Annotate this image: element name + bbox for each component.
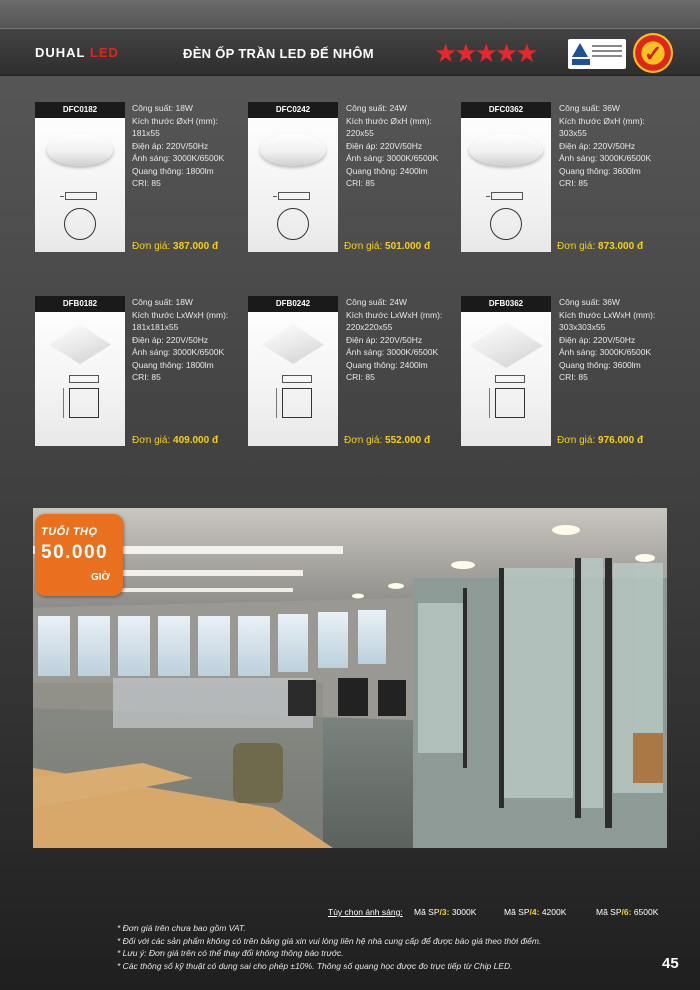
square-lamp-image xyxy=(49,324,111,364)
side-drawing-icon xyxy=(278,192,310,200)
top-view-circle-icon xyxy=(490,208,522,240)
round-lamp-image xyxy=(469,134,543,166)
footnotes xyxy=(117,922,541,972)
vietnam-quality-seal-icon xyxy=(633,33,673,73)
page-number: 45 xyxy=(662,955,679,972)
product-card-dfc0362 xyxy=(461,102,551,252)
top-view-circle-icon xyxy=(277,208,309,240)
badge-title: TUỔI THỌ xyxy=(41,526,98,538)
product-specs: Công suất: 36W Kích thước LxWxH (mm): 303x303x55 Điện áp: 220V/50Hz Ánh sáng: 3000K/6500K Quang thông: 3600lm CRI: 85 xyxy=(559,297,656,382)
product-code: DFB0242 xyxy=(248,296,338,312)
product-card-dfb0182 xyxy=(35,296,125,446)
badge-hours: 50.000 xyxy=(41,542,109,563)
side-drawing-icon xyxy=(65,192,97,200)
side-drawing-icon xyxy=(491,192,523,200)
square-lamp-image xyxy=(262,324,324,364)
logo-led-text: LED xyxy=(89,45,119,60)
product-price: Đơn giá: 552.000 đ xyxy=(344,435,431,446)
check-icon: ✓ xyxy=(644,41,663,66)
round-lamp-image xyxy=(260,134,326,166)
top-view-square-icon xyxy=(495,388,525,418)
lighting-option-6500k: Mã SP/6: 6500K xyxy=(596,907,659,917)
lighting-options-label: Tùy chọn ánh sáng: xyxy=(328,907,403,917)
footnote: * Đơn giá trên chưa bao gồm VAT. xyxy=(117,923,246,933)
product-code: DFB0362 xyxy=(461,296,551,312)
lighting-option-3000k: Mã SP/3: 3000K xyxy=(414,907,477,917)
product-card-dfb0362 xyxy=(461,296,551,446)
side-drawing-icon xyxy=(495,375,525,383)
product-price: Đơn giá: 387.000 đ xyxy=(132,241,219,252)
office-interior-photo xyxy=(33,508,667,848)
logo-brand-text: DUHAL xyxy=(35,45,86,60)
product-code: DFC0182 xyxy=(35,102,125,118)
header-bar xyxy=(0,28,700,76)
round-lamp-image xyxy=(47,134,113,166)
brand-logo xyxy=(35,45,119,60)
windows xyxy=(38,610,386,676)
product-price: Đơn giá: 409.000 đ xyxy=(132,435,219,446)
product-specs: Công suất: 24W Kích thước LxWxH (mm): 220x220x55 Điện áp: 220V/50Hz Ánh sáng: 3000K/6500K Quang thông: 2400lm CRI: 85 xyxy=(346,297,443,382)
product-price: Đơn giá: 501.000 đ xyxy=(344,241,431,252)
side-drawing-icon xyxy=(69,375,99,383)
top-view-circle-icon xyxy=(64,208,96,240)
badge-unit: GIỜ xyxy=(91,572,111,583)
product-specs: Công suất: 24W Kích thước ØxH (mm): 220x55 Điện áp: 220V/50Hz Ánh sáng: 3000K/6500K Quang thông: 2400lm CRI: 85 xyxy=(346,103,439,188)
lifespan-badge xyxy=(35,514,123,596)
top-view-square-icon xyxy=(282,388,312,418)
footnote: * Các thông số kỹ thuật có dung sai cho phép ±10%. Thông số quang học được đo trực tiếp từ Chip LED. xyxy=(117,960,513,971)
product-card-dfc0182 xyxy=(35,102,125,252)
quality-certificate-icon xyxy=(568,39,626,69)
product-card-dfb0242 xyxy=(248,296,338,446)
top-strip xyxy=(0,0,700,28)
page-title: ĐÈN ỐP TRẦN LED ĐẾ NHÔM xyxy=(183,46,374,61)
product-price: Đơn giá: 976.000 đ xyxy=(557,435,644,446)
product-specs: Công suất: 36W Kích thước ØxH (mm): 303x55 Điện áp: 220V/50Hz Ánh sáng: 3000K/6500K Quang thông: 3600lm CRI: 85 xyxy=(559,103,652,188)
side-drawing-icon xyxy=(282,375,312,383)
tuv-triangle-icon xyxy=(572,43,588,57)
product-specs: Công suất: 18W Kích thước LxWxH (mm): 181x181x55 Điện áp: 220V/50Hz Ánh sáng: 3000K/6500K Quang thông: 1800lm CRI: 85 xyxy=(132,297,229,382)
top-view-square-icon xyxy=(69,388,99,418)
footnote: * Lưu ý: Đơn giá trên có thể thay đổi không thông báo trước. xyxy=(117,948,344,958)
product-price: Đơn giá: 873.000 đ xyxy=(557,241,644,252)
product-card-dfc0242 xyxy=(248,102,338,252)
product-code: DFC0362 xyxy=(461,102,551,118)
footnote: * Đối với các sản phẩm không có trên bảng giá xin vui lòng liên hệ nhà cung cấp để được báo giá theo thời điểm. xyxy=(117,935,542,946)
product-code: DFC0242 xyxy=(248,102,338,118)
product-specs: Công suất: 18W Kích thước ØxH (mm): 181x55 Điện áp: 220V/50Hz Ánh sáng: 3000K/6500K Quang thông: 1800lm CRI: 85 xyxy=(132,103,225,188)
lighting-option-4200k: Mã SP/4: 4200K xyxy=(504,907,567,917)
square-lamp-image xyxy=(469,322,543,368)
product-code: DFB0182 xyxy=(35,296,125,312)
rating-stars-icon: ★★★★★ xyxy=(434,38,536,68)
